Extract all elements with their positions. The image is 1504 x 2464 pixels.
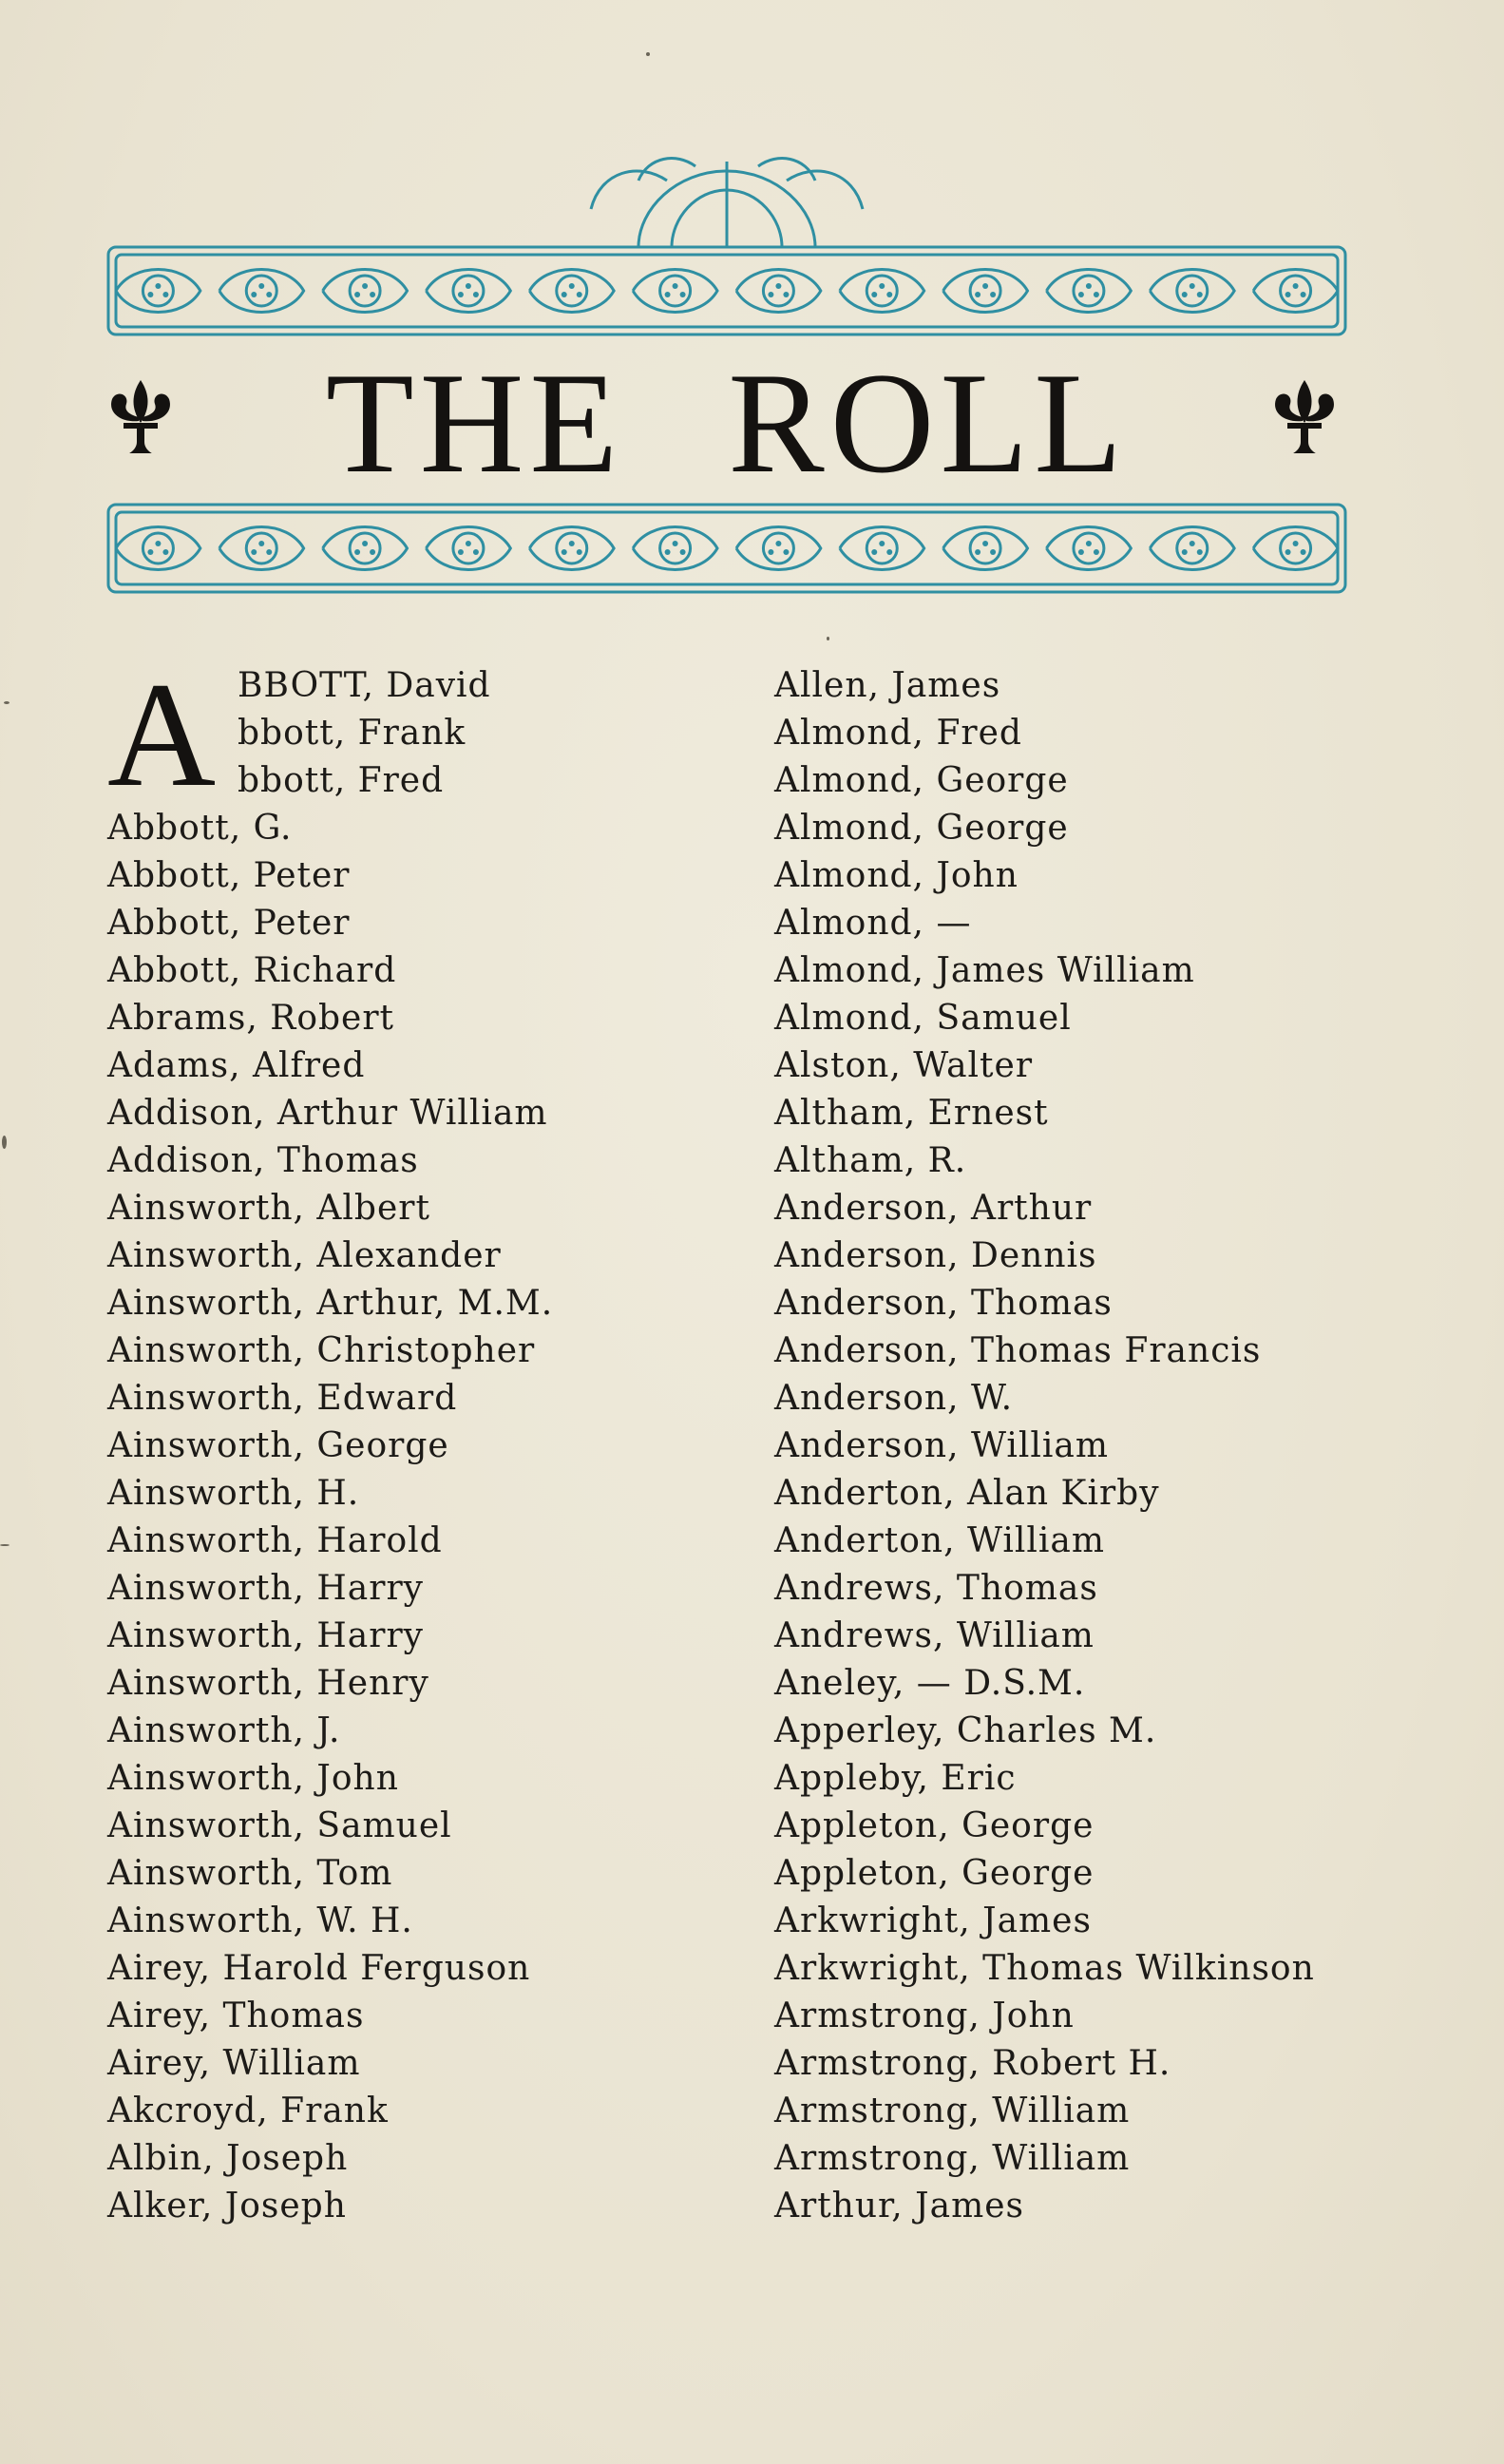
scroll-dot [370, 549, 375, 555]
paper-speck [646, 52, 650, 56]
roll-entry: Anderson, Dennis [774, 1236, 1097, 1275]
roll-column-left [107, 652, 734, 2230]
roll-entry: bbott, Frank [238, 714, 466, 753]
roll-entry: Almond, John [774, 856, 1019, 895]
roll-entry: bbott, Fred [238, 761, 445, 800]
roll-entry: Allen, James [774, 666, 1001, 705]
scroll-dot [1078, 549, 1084, 555]
scroll-dot [879, 541, 885, 546]
scroll-ring [453, 276, 484, 306]
scroll-dot [1301, 549, 1306, 555]
roll-entry: Almond, Samuel [774, 999, 1072, 1038]
roll-entry: Ainsworth, Samuel [107, 1806, 452, 1845]
roll-entry: Anderton, William [774, 1521, 1105, 1560]
scroll-dot [266, 292, 272, 297]
page-title [325, 343, 1129, 503]
scroll-ring [763, 276, 793, 306]
roll-entry: Alker, Joseph [107, 2187, 347, 2225]
paper-speck [827, 637, 829, 640]
scroll-dot [1086, 541, 1092, 546]
roll-entry: Ainsworth, Edward [107, 1379, 458, 1418]
scroll-dot [562, 292, 567, 297]
scroll-dot [1078, 292, 1084, 297]
roll-entry: Andrews, Thomas [774, 1569, 1098, 1608]
scroll-dot [886, 549, 892, 555]
scroll-dot [982, 283, 988, 289]
scroll-dot [1190, 283, 1195, 289]
scroll-dot [665, 549, 671, 555]
roll-entry: Akcroyd, Frank [107, 2092, 389, 2130]
scroll-ring [1281, 533, 1311, 563]
roll-entry: Ainsworth, George [107, 1426, 449, 1465]
scroll-dot [1285, 549, 1291, 555]
scroll-dot [680, 292, 686, 297]
scroll-dot [258, 283, 264, 289]
scroll-ring [660, 533, 691, 563]
decorative-scroll-icon [106, 152, 1347, 342]
scroll-ring [1177, 533, 1208, 563]
roll-entry: Appleton, George [774, 1854, 1095, 1893]
scroll-dot [768, 292, 773, 297]
scroll-dot [871, 549, 877, 555]
scroll-dot [162, 292, 168, 297]
scroll-ring [763, 533, 793, 563]
roll-entry: Airey, William [107, 2044, 361, 2083]
scroll-ring [660, 276, 691, 306]
roll-entry: Anderson, Thomas [774, 1284, 1113, 1323]
scroll-dot [775, 283, 781, 289]
roll-entry: Anderson, William [774, 1426, 1109, 1465]
scroll-dot [370, 292, 375, 297]
scroll-dot [473, 549, 479, 555]
roll-entry: Ainsworth, H. [107, 1474, 360, 1513]
roll-entry: Almond, James William [774, 951, 1195, 990]
scroll-dot [871, 292, 877, 297]
roll-entry: Adams, Alfred [107, 1046, 366, 1085]
scroll-dot [251, 292, 257, 297]
roll-entry: Anderson, W. [774, 1379, 1014, 1418]
scroll-dot [473, 292, 479, 297]
scroll-dot [147, 549, 153, 555]
scroll-dot [354, 292, 360, 297]
scroll-ring [970, 533, 1000, 563]
roll-entry: Anderson, Arthur [774, 1189, 1093, 1228]
scroll-dot [1094, 292, 1099, 297]
scroll-dot [466, 541, 471, 546]
roll-entry: Armstrong, William [774, 2092, 1131, 2130]
scroll-ring [557, 533, 587, 563]
roll-entry: Altham, R. [774, 1141, 967, 1180]
scroll-dot [1301, 292, 1306, 297]
scroll-dot [783, 292, 789, 297]
scroll-dot [251, 549, 257, 555]
scroll-dot [466, 283, 471, 289]
scroll-ring [866, 533, 897, 563]
roll-entry: Ainsworth, Henry [107, 1664, 429, 1703]
roll-entry: Ainsworth, J. [107, 1711, 341, 1750]
roll-entry: Almond, George [774, 761, 1069, 800]
scroll-ring [1074, 276, 1104, 306]
scroll-dot [155, 283, 161, 289]
scroll-dot [665, 292, 671, 297]
scroll-dot [673, 283, 678, 289]
roll-entry: Armstrong, Robert H. [774, 2044, 1171, 2083]
scroll-dot [458, 549, 464, 555]
scroll-dot [975, 292, 980, 297]
drop-cap: A [107, 652, 218, 818]
scroll-dot [886, 292, 892, 297]
roll-entry: Abrams, Robert [107, 999, 395, 1038]
scroll-dot [775, 541, 781, 546]
scroll-dot [458, 292, 464, 297]
roll-entry: Armstrong, John [774, 1996, 1075, 2035]
scroll-ring [246, 533, 276, 563]
scroll-dot [362, 541, 368, 546]
roll-entry: Almond, George [774, 809, 1069, 848]
roll-list-right [774, 662, 1458, 2230]
scroll-dot [577, 549, 582, 555]
roll-entry: Abbott, G. [107, 809, 293, 848]
roll-entry: Abbott, Peter [107, 904, 351, 943]
roll-entry: Armstrong, William [774, 2139, 1131, 2178]
scroll-dot [147, 292, 153, 297]
scroll-ring [866, 276, 897, 306]
roll-entry: Ainsworth, Tom [107, 1854, 393, 1893]
roll-entry: Addison, Thomas [107, 1141, 419, 1180]
scroll-dot [1086, 283, 1092, 289]
roll-entry: Anderson, Thomas Francis [774, 1331, 1262, 1370]
scroll-ring [1074, 533, 1104, 563]
roll-entry: Appleton, George [774, 1806, 1095, 1845]
top-ornament-border [106, 152, 1347, 342]
scroll-ring [453, 533, 484, 563]
paper-speck [0, 1544, 10, 1546]
paper-speck [4, 701, 10, 704]
roll-entry: Ainsworth, Harry [107, 1616, 425, 1655]
roll-entry: Anderton, Alan Kirby [774, 1474, 1160, 1513]
scroll-dot [1285, 292, 1291, 297]
paper-speck [2, 1136, 7, 1149]
scroll-dot [990, 549, 996, 555]
roll-entry: Altham, Ernest [774, 1094, 1049, 1133]
scroll-ring [350, 533, 380, 563]
scroll-dot [879, 283, 885, 289]
roll-entry: Ainsworth, Harry [107, 1569, 425, 1608]
scroll-ring [970, 276, 1000, 306]
scroll-ring [246, 276, 276, 306]
roll-entry: Apperley, Charles M. [774, 1711, 1157, 1750]
scroll-dot [783, 549, 789, 555]
roll-entry: Arkwright, James [774, 1901, 1092, 1940]
roll-entry: Addison, Arthur William [107, 1094, 548, 1133]
roll-entry: Ainsworth, Harold [107, 1521, 443, 1560]
scroll-dot [155, 541, 161, 546]
scroll-ring [350, 276, 380, 306]
roll-entry: Ainsworth, Christopher [107, 1331, 536, 1370]
roll-entry: Abbott, Richard [107, 951, 397, 990]
scroll-dot [577, 292, 582, 297]
roll-entry: Airey, Harold Ferguson [107, 1949, 531, 1988]
roll-entry: Arthur, James [774, 2187, 1024, 2225]
roll-entry: Andrews, William [774, 1616, 1095, 1655]
roll-entry: Airey, Thomas [107, 1996, 365, 2035]
decorative-scroll-icon [106, 499, 1347, 603]
scroll-dot [562, 549, 567, 555]
roll-entry: Appleby, Eric [774, 1759, 1017, 1798]
scroll-dot [975, 549, 980, 555]
roll-entry: Albin, Joseph [107, 2139, 349, 2178]
scroll-dot [569, 283, 575, 289]
title-row [95, 343, 1359, 503]
roll-entry: BBOTT, David [238, 666, 491, 705]
scroll-dot [362, 283, 368, 289]
scroll-ring [557, 276, 587, 306]
fleur-de-lis-icon [1266, 375, 1342, 461]
scroll-ring [143, 533, 173, 563]
roll-entry: Ainsworth, W. H. [107, 1901, 413, 1940]
scroll-dot [990, 292, 996, 297]
roll-entry: Arkwright, Thomas Wilkinson [774, 1949, 1315, 1988]
roll-entry: Almond, Fred [774, 714, 1022, 753]
scroll-ring [143, 276, 173, 306]
roll-entry: Alston, Walter [774, 1046, 1034, 1085]
scroll-ring [1281, 276, 1311, 306]
roll-entry: Almond, — [774, 904, 972, 943]
scroll-dot [1197, 292, 1203, 297]
scroll-dot [1293, 283, 1299, 289]
roll-entry: Ainsworth, Alexander [107, 1236, 502, 1275]
scroll-dot [1182, 549, 1188, 555]
bottom-ornament-border [106, 499, 1347, 603]
title-word-roll: ROLL [728, 343, 1129, 503]
scroll-dot [1182, 292, 1188, 297]
scroll-dot [768, 549, 773, 555]
scroll-dot [680, 549, 686, 555]
roll-entry: Ainsworth, John [107, 1759, 399, 1798]
roll-entry: Ainsworth, Arthur, M.M. [107, 1284, 554, 1323]
scroll-dot [569, 541, 575, 546]
roll-column-right [774, 662, 1458, 2230]
drop-cap-block [107, 652, 734, 818]
scroll-dot [1094, 549, 1099, 555]
scroll-dot [673, 541, 678, 546]
scroll-dot [266, 549, 272, 555]
scroll-dot [1197, 549, 1203, 555]
roll-entry: Abbott, Peter [107, 856, 351, 895]
scroll-dot [982, 541, 988, 546]
roll-list-left [107, 805, 734, 2230]
roll-entry: Aneley, — D.S.M. [774, 1664, 1086, 1703]
title-word-the: THE [325, 343, 624, 503]
scroll-dot [258, 541, 264, 546]
scroll-dot [354, 549, 360, 555]
scroll-dot [1293, 541, 1299, 546]
roll-entry: Ainsworth, Albert [107, 1189, 430, 1228]
scroll-dot [162, 549, 168, 555]
scroll-ring [1177, 276, 1208, 306]
scroll-dot [1190, 541, 1195, 546]
